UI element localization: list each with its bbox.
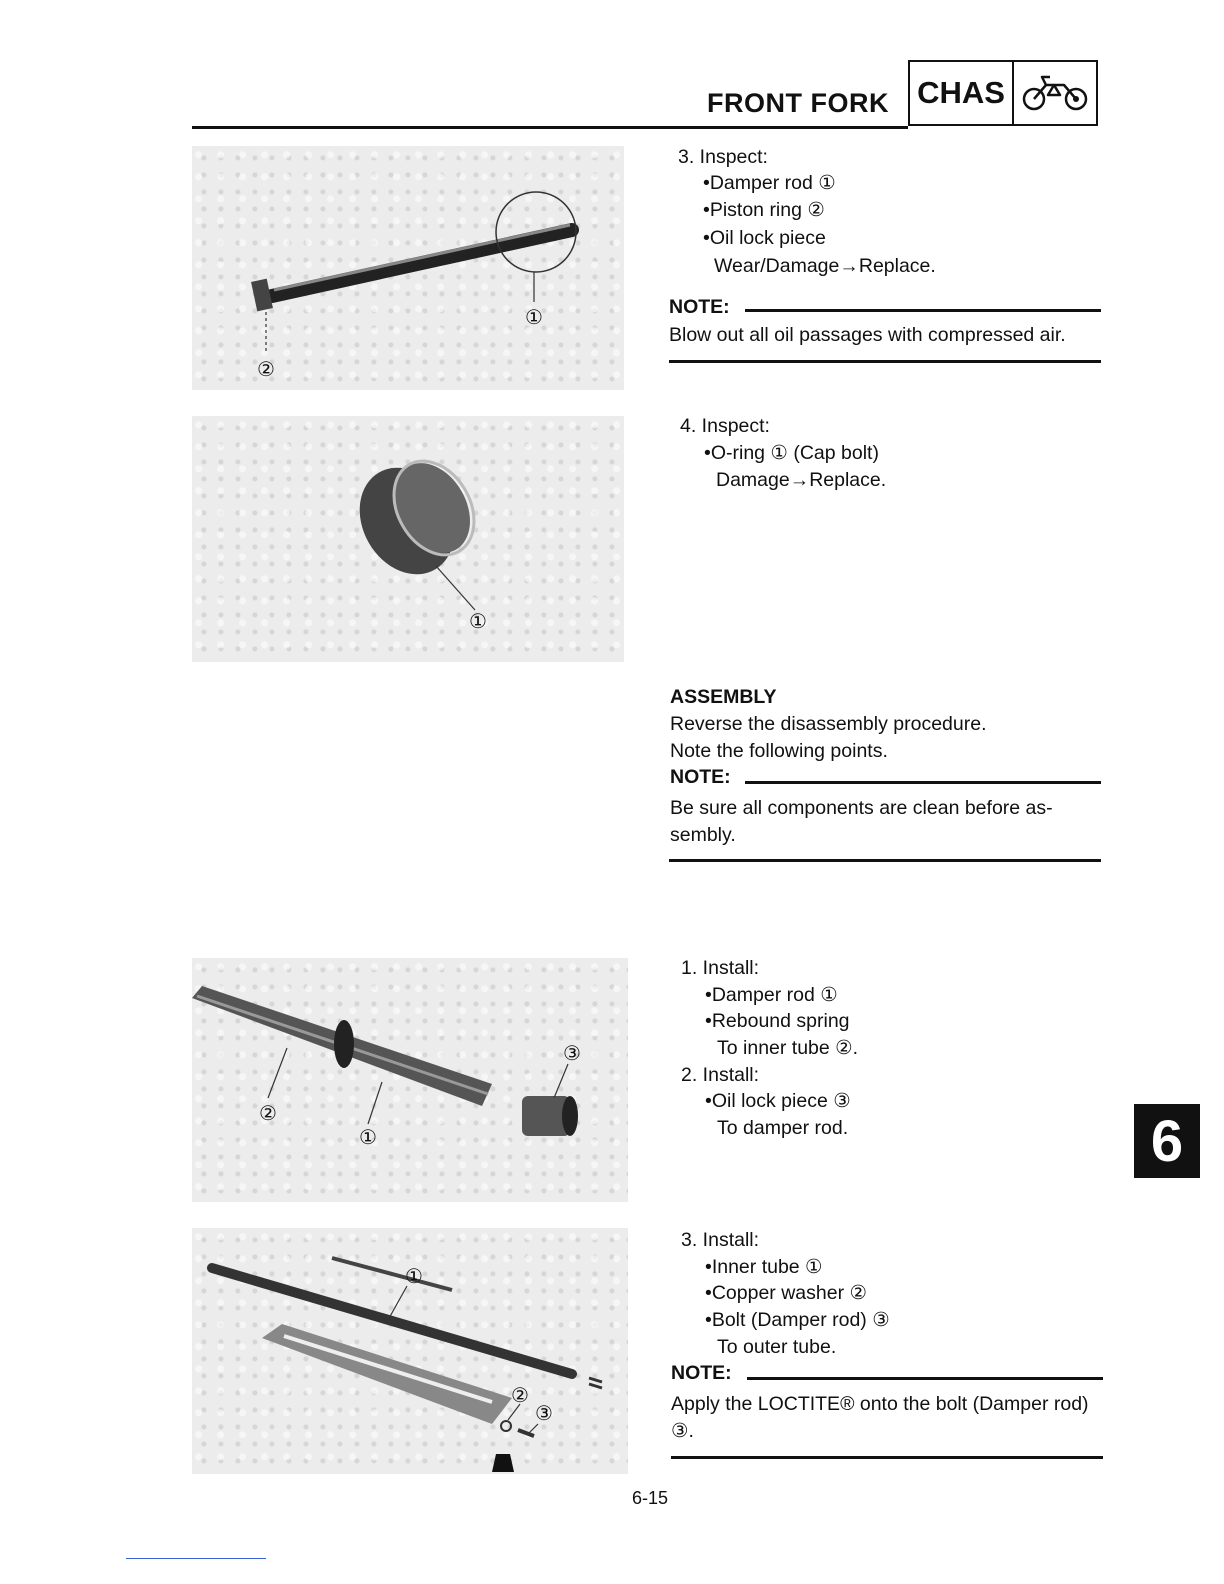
callout-3: ③	[563, 1043, 581, 1065]
note-text: Be sure all components are clean before as-	[670, 797, 1053, 819]
page-number: 6-15	[632, 1488, 669, 1508]
list-item: •Inner tube ①	[705, 1256, 823, 1278]
list-item: •Rebound spring	[705, 1010, 850, 1032]
note-text: Apply the LOCTITE® onto the bolt (Damper rod)	[671, 1393, 1089, 1415]
chapter-code: CHAS	[910, 62, 1014, 124]
callout-2: ②	[257, 359, 275, 381]
note-label: NOTE:	[670, 766, 731, 788]
callout-3: ③	[535, 1403, 553, 1425]
callout-1: ①	[405, 1266, 423, 1288]
note-end-rule	[669, 360, 1101, 363]
note-end-rule	[671, 1456, 1103, 1459]
step-inspect-4: 4. Inspect:	[680, 415, 770, 437]
list-item: •Copper washer ②	[705, 1282, 867, 1304]
chapter-tab[interactable]: 6	[1134, 1104, 1200, 1178]
callout-2: ②	[511, 1385, 529, 1407]
header-rule	[192, 126, 908, 129]
assembly-heading: ASSEMBLY	[670, 686, 777, 708]
list-item: •Damper rod ①	[705, 984, 838, 1006]
callout-1: ①	[359, 1127, 377, 1149]
figure-damper-rod	[192, 146, 624, 390]
note-label: NOTE:	[669, 296, 730, 318]
section-title: FRONT FORK	[707, 88, 889, 118]
list-item: •Oil lock piece ③	[705, 1090, 851, 1112]
list-item: •Damper rod ①	[703, 172, 836, 194]
motorcycle-icon	[1014, 62, 1096, 124]
step-install-3: 3. Install:	[681, 1229, 760, 1251]
target-text: To inner tube ②.	[717, 1037, 859, 1059]
list-item: •Oil lock piece	[703, 227, 826, 249]
figure-inner-tube-damper	[192, 958, 628, 1202]
result-text: Wear/Damage→Replace.	[714, 255, 936, 277]
target-text: To outer tube.	[717, 1336, 837, 1358]
assembly-line: Reverse the disassembly procedure.	[670, 713, 987, 735]
target-text: To damper rod.	[717, 1117, 849, 1139]
note-text: Blow out all oil passages with compressed air.	[669, 324, 1066, 346]
callout-2: ②	[259, 1103, 277, 1125]
figure-fork-assembly	[192, 1228, 628, 1474]
note-rule	[745, 309, 1101, 312]
footer-link-line	[126, 1558, 266, 1559]
list-item: •Bolt (Damper rod) ③	[705, 1309, 890, 1331]
note-label: NOTE:	[671, 1362, 732, 1384]
note-text: ③.	[671, 1420, 694, 1442]
note-rule	[745, 781, 1101, 784]
callout-1: ①	[525, 307, 543, 329]
step-install-2: 2. Install:	[681, 1064, 760, 1086]
note-text: sembly.	[670, 824, 736, 846]
chapter-badge	[908, 60, 1098, 126]
note-rule	[747, 1377, 1103, 1380]
assembly-line: Note the following points.	[670, 740, 888, 762]
step-inspect-3: 3. Inspect:	[678, 146, 768, 168]
list-item: •O-ring ① (Cap bolt)	[704, 442, 879, 464]
step-install-1: 1. Install:	[681, 957, 760, 979]
note-end-rule	[669, 859, 1101, 862]
result-text: Damage→Replace.	[716, 469, 887, 491]
list-item: •Piston ring ②	[703, 199, 825, 221]
callout-1: ①	[469, 611, 487, 633]
figure-cap-bolt	[192, 416, 624, 662]
